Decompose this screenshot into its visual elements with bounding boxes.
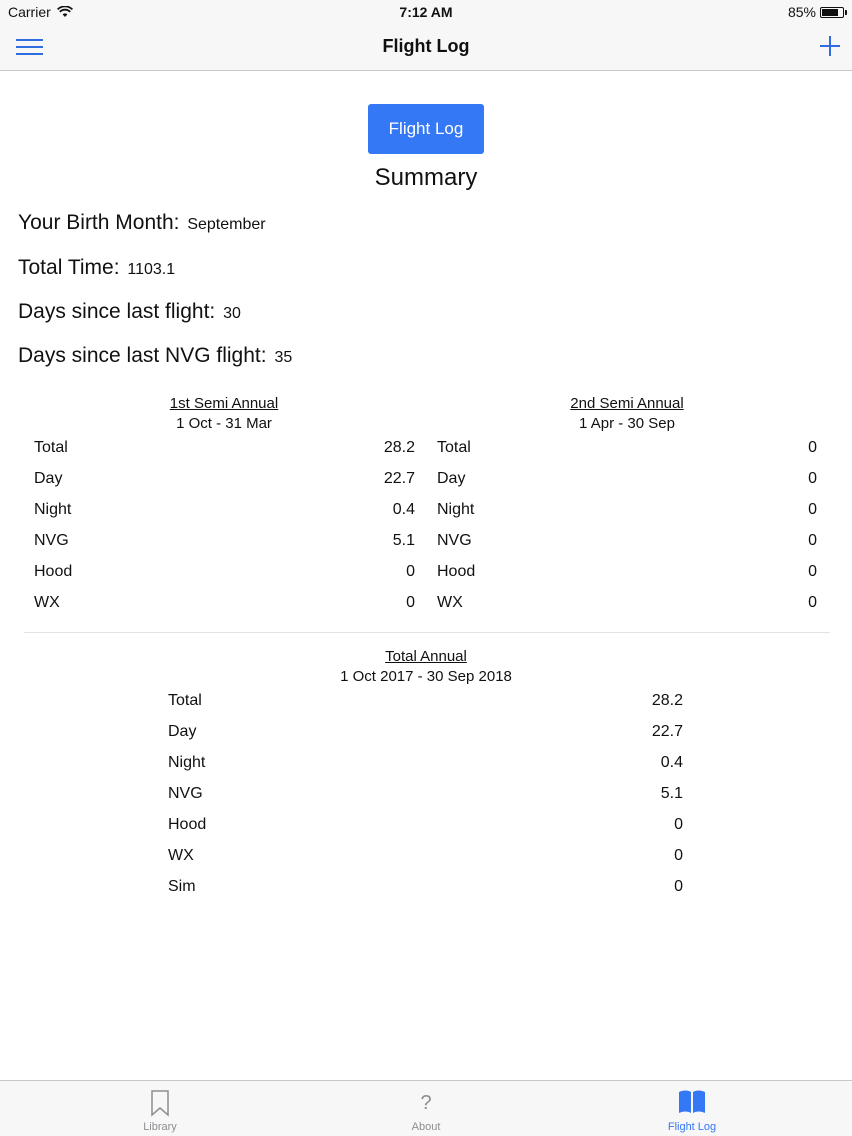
semi2-range: 1 Apr - 30 Sep xyxy=(579,415,675,432)
tab-about[interactable] xyxy=(366,1081,486,1136)
annual-row-label: WX xyxy=(168,847,194,864)
semi2-row-value: 0 xyxy=(808,532,817,549)
semi2-row xyxy=(437,532,817,552)
days-since-nvg-value: 35 xyxy=(274,349,293,366)
annual-row-value: 0 xyxy=(674,816,683,833)
annual-row xyxy=(168,692,683,712)
semi1-row-label: Total xyxy=(34,439,68,456)
tab-about-label: About xyxy=(411,1121,441,1133)
annual-row-value: 28.2 xyxy=(651,692,683,709)
semi1-row-value: 0 xyxy=(406,563,415,580)
semi1-row xyxy=(34,501,415,521)
annual-row xyxy=(168,785,683,805)
annual-row-label: Day xyxy=(168,723,197,740)
semi2-row xyxy=(437,594,817,614)
semi1-row-label: NVG xyxy=(34,532,69,549)
semi1-row xyxy=(34,532,415,552)
semi1-row-label: Hood xyxy=(34,563,73,580)
annual-row-label: Total xyxy=(168,692,202,709)
annual-header xyxy=(276,647,576,687)
annual-row xyxy=(168,847,683,867)
semi1-row-label: Night xyxy=(34,501,72,518)
semi2-row-label: WX xyxy=(437,594,463,611)
question-icon: ? xyxy=(420,1092,432,1114)
birth-month-line xyxy=(18,211,266,235)
tab-library-icon-wrap xyxy=(100,1089,220,1117)
semi1-range: 1 Oct - 31 Mar xyxy=(176,415,272,432)
days-since-flight-value: 30 xyxy=(223,305,241,322)
tab-flight-log[interactable] xyxy=(632,1081,752,1136)
semi2-row-label: NVG xyxy=(437,532,472,549)
semi2-row-label: Total xyxy=(437,439,471,456)
semi2-row-label: Hood xyxy=(437,563,476,580)
semi2-row xyxy=(437,563,817,583)
semi1-header xyxy=(124,394,324,434)
annual-row-value: 0 xyxy=(674,847,683,864)
tab-library-label: Library xyxy=(143,1121,177,1133)
days-since-nvg-line xyxy=(18,344,292,368)
battery-fill xyxy=(822,9,838,16)
flight-log-button[interactable]: Flight Log xyxy=(368,104,484,154)
days-since-flight-label: Days since last flight: xyxy=(18,300,216,323)
days-since-nvg-label: Days since last NVG flight: xyxy=(18,344,267,367)
annual-row xyxy=(168,754,683,774)
semi1-row-label: WX xyxy=(34,594,60,611)
status-time: 7:12 AM xyxy=(399,4,453,20)
semi2-title: 2nd Semi Annual xyxy=(570,395,684,412)
tab-about-icon-wrap xyxy=(366,1089,486,1117)
navigation-bar xyxy=(0,24,852,71)
semi2-row xyxy=(437,439,817,459)
days-since-flight-line xyxy=(18,300,241,324)
annual-row-value: 5.1 xyxy=(660,785,683,802)
birth-month-label: Your Birth Month: xyxy=(18,211,180,234)
semi1-title: 1st Semi Annual xyxy=(169,395,279,412)
semi2-row-value: 0 xyxy=(808,501,817,518)
semi2-row-value: 0 xyxy=(808,439,817,456)
section-divider xyxy=(24,632,830,633)
annual-row xyxy=(168,878,683,898)
annual-row-value: 0 xyxy=(674,878,683,895)
birth-month-value: September xyxy=(187,216,266,233)
annual-title: Total Annual xyxy=(385,648,467,665)
semi1-row xyxy=(34,439,415,459)
tab-bar xyxy=(0,1080,852,1136)
semi2-row-value: 0 xyxy=(808,563,817,580)
tab-library[interactable] xyxy=(100,1081,220,1136)
semi1-row-value: 5.1 xyxy=(392,532,415,549)
semi2-header xyxy=(527,394,727,434)
plus-icon[interactable] xyxy=(820,36,840,56)
semi2-row-label: Day xyxy=(437,470,466,487)
annual-row-label: Night xyxy=(168,754,206,771)
semi1-row-value: 0.4 xyxy=(392,501,415,518)
annual-row xyxy=(168,816,683,836)
semi2-row-value: 0 xyxy=(808,594,817,611)
semi1-row-value: 22.7 xyxy=(383,470,415,487)
annual-range: 1 Oct 2017 - 30 Sep 2018 xyxy=(340,668,512,685)
semi1-row xyxy=(34,563,415,583)
summary-title: Summary xyxy=(374,164,478,191)
semi2-row-value: 0 xyxy=(808,470,817,487)
status-bar xyxy=(0,0,852,24)
semi2-row-label: Night xyxy=(437,501,475,518)
tab-flight-log-label: Flight Log xyxy=(667,1121,717,1133)
semi1-row xyxy=(34,594,415,614)
battery-icon xyxy=(820,7,844,18)
annual-row-label: NVG xyxy=(168,785,203,802)
total-time-line xyxy=(18,256,175,280)
semi2-row xyxy=(437,501,817,521)
semi2-row xyxy=(437,470,817,490)
annual-row xyxy=(168,723,683,743)
bookmark-icon xyxy=(150,1089,170,1117)
annual-row-value: 22.7 xyxy=(651,723,683,740)
total-time-value: 1103.1 xyxy=(127,261,176,278)
semi1-row-value: 0 xyxy=(406,594,415,611)
semi1-row-value: 28.2 xyxy=(383,439,415,456)
semi1-row xyxy=(34,470,415,490)
annual-row-label: Sim xyxy=(168,878,196,895)
carrier-label: Carrier xyxy=(8,4,51,20)
total-time-label: Total Time: xyxy=(18,256,120,279)
annual-row-value: 0.4 xyxy=(660,754,683,771)
tab-flight-log-icon-wrap xyxy=(632,1089,752,1117)
book-icon xyxy=(678,1089,706,1115)
nav-title: Flight Log xyxy=(382,36,470,56)
semi1-row-label: Day xyxy=(34,470,63,487)
battery-percent: 85% xyxy=(787,4,816,20)
status-right xyxy=(788,4,844,20)
annual-row-label: Hood xyxy=(168,816,207,833)
